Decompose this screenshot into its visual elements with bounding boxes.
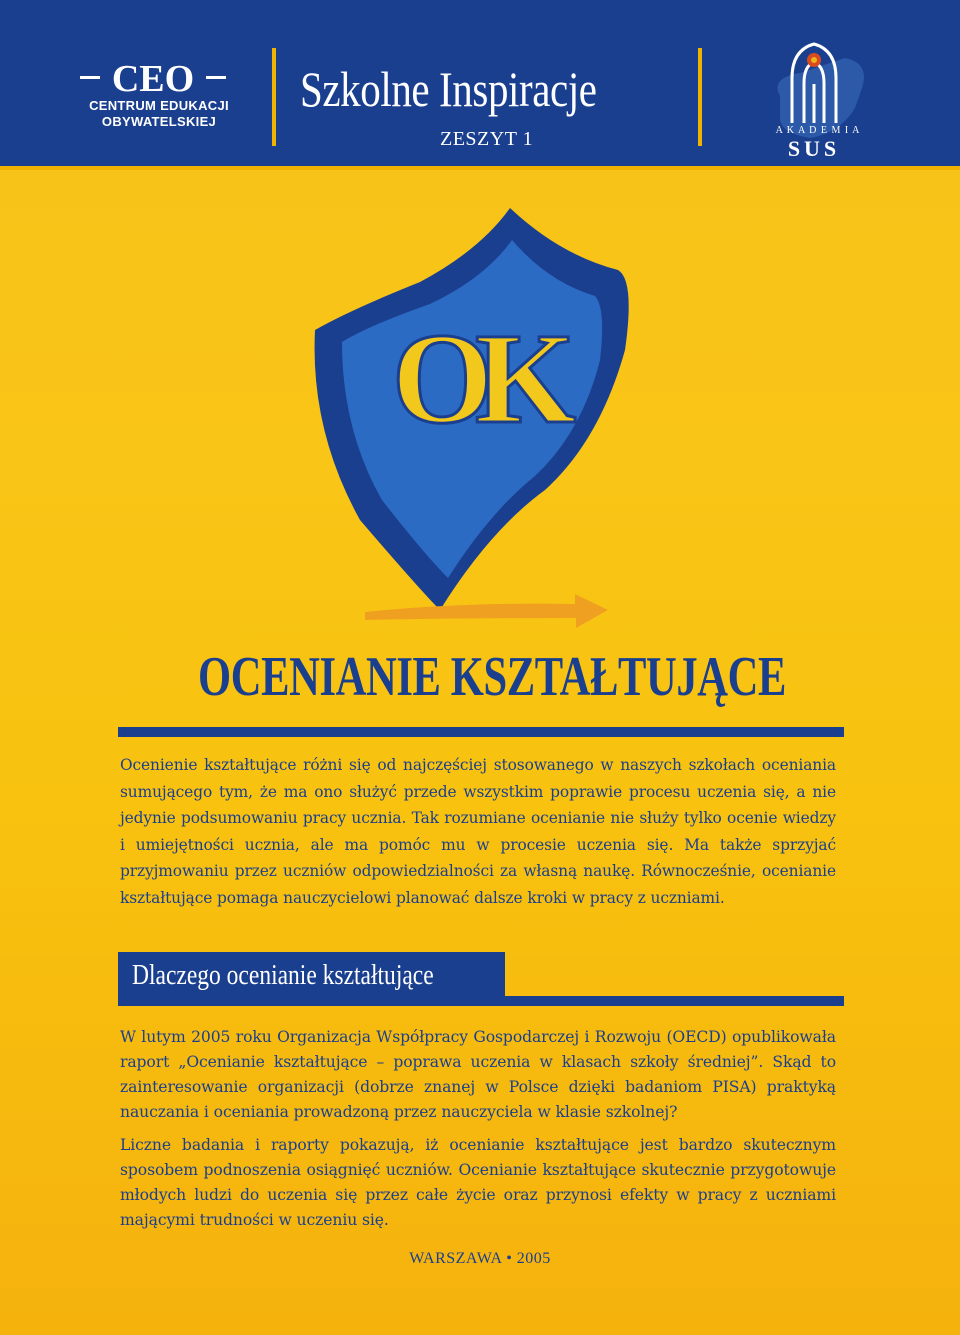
header-divider-left [272, 48, 276, 146]
intro-paragraph: Ocenienie kształtujące różni się od najczęściej stosowanego w naszych szkołach oceniania sumującego tym, że ma ono służyć przede wszystkim poprawie procesu uczenia się, a nie jedynie podsumowaniu pracy ucznia. Tak rozumiane ocenianie nie służy tylko ocenie wiedzy i umiejętności ucznia, ale ma pomóc mu w procesie uczenia się. Ma także sprzyjać przyjmowaniu przez uczniów odpowiedzialności za własną naukę. Równocześnie, ocenianie kształtujące pomaga nauczycielowi planować dalsze kroki w pracy z uczniami. [120, 756, 836, 907]
akademia-sus-logo [750, 38, 890, 166]
sus-label: SUS [787, 136, 841, 161]
ceo-logo [78, 58, 228, 138]
ceo-logo-line2: OBYWATELSKIEJ [101, 114, 217, 129]
issue-label: ZESZYT 1 [440, 128, 534, 150]
section-paragraph-2: Liczne badania i raporty pokazują, iż ocenianie kształtujące jest bardzo skutecznym sposobem podnoszenia osiągnięć uczniów. Ocenianie kształtujące skutecznie przygotowuje młodych ludzi do uczenia się przez całe życie oraz przynosi efekty w pracy z uczniami mającymi trudności w uczeniu się. [120, 1136, 836, 1229]
ceo-logo-text [84, 98, 234, 130]
akademia-label: A K A D E M I A [775, 125, 861, 136]
ok-emblem-text: OK [391, 307, 559, 451]
ceo-logo-mark [78, 58, 228, 98]
arrow-icon [365, 594, 608, 628]
section-heading-text: Dlaczego ocenianie kształtujące [132, 960, 434, 991]
shield-icon [290, 200, 670, 650]
heading-rule [118, 727, 844, 737]
footer-place-year: WARSZAWA • 2005 [409, 1250, 551, 1267]
section-rule [118, 996, 844, 1006]
section-heading [118, 952, 505, 1000]
main-heading: OCENIANIE KSZTAŁTUJĄCE [198, 646, 787, 708]
section-paragraph-1: W lutym 2005 roku Organizacja Współpracy Gospodarczej i Rozwoju (OECD) opublikowała raport „Ocenianie kształtujące – poprawa uczenia w klasach szkoły średniej”. Skąd to zainteresowanie organizacji (dobrze znanej w Polsce dzięki badaniom PISA) praktyką nauczania i oceniania prowadzoną przez nauczyciela w klasie szkolnej? [120, 1028, 836, 1121]
header-bar [0, 0, 960, 170]
ok-shield-emblem [290, 200, 670, 650]
header-divider-right [698, 48, 702, 146]
page-title: Szkolne Inspiracje [300, 61, 597, 117]
ceo-logo-letters: CEO [111, 58, 195, 98]
ceo-logo-line1: CENTRUM EDUKACJI [89, 98, 229, 113]
